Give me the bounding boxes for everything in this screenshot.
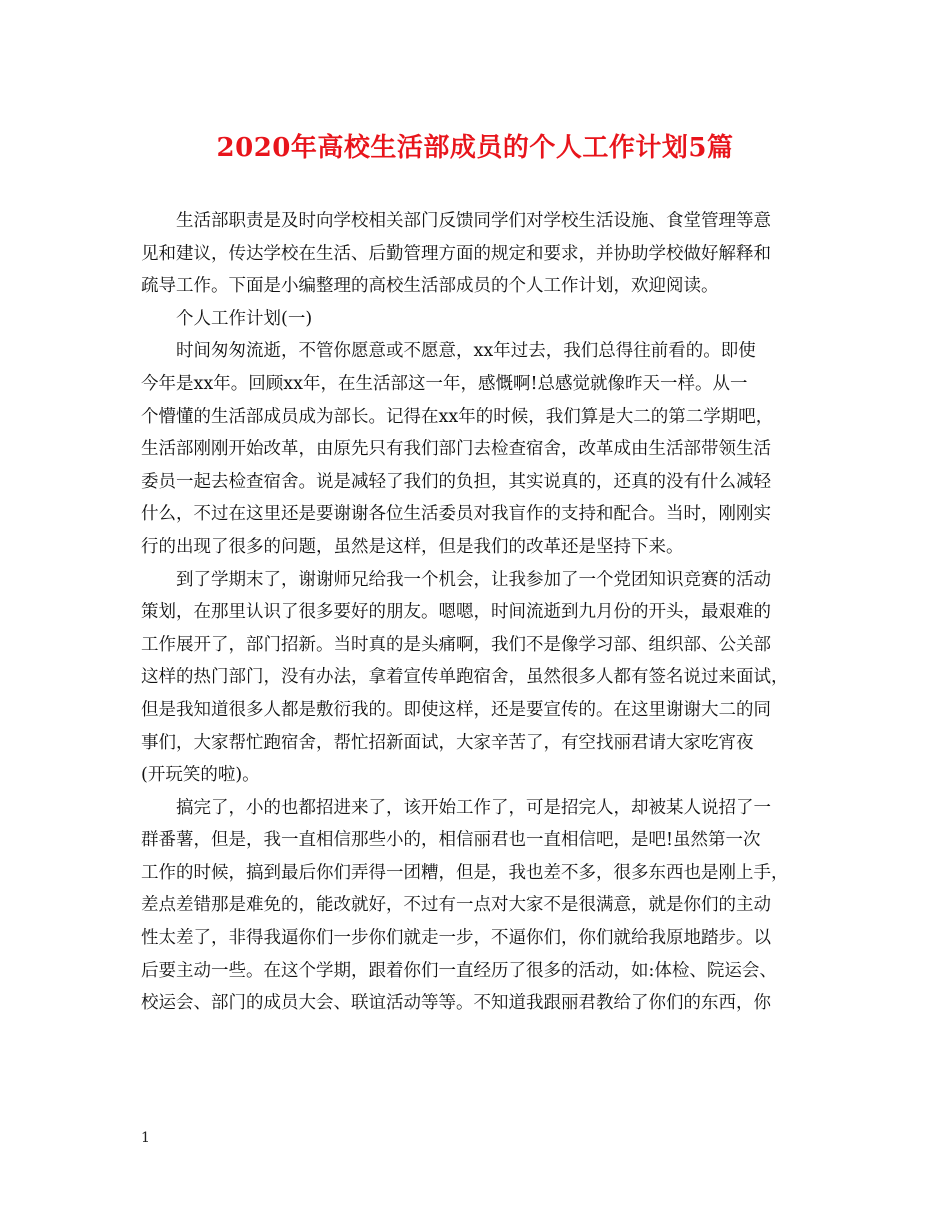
document-body <box>141 205 823 1020</box>
section-heading <box>141 303 823 336</box>
text-line: 生活部刚刚开始改革，由原先只有我们部门去检查宿舍，改革成由生活部带领生活 <box>141 439 771 460</box>
text-line: 差点差错那是难免的，能改就好，不过有一点对大家不是很满意，就是你们的主动 <box>141 895 771 916</box>
text-line: 疏导工作。下面是小编整理的高校生活部成员的个人工作计划，欢迎阅读。 <box>141 276 719 297</box>
text-line: 生活部职责是及时向学校相关部门反馈同学们对学校生活设施、食堂管理等意 <box>176 211 771 231</box>
text-line: 工作的时候，搞到最后你们弄得一团糟，但是，我也差不多，很多东西也是刚上手， <box>141 862 789 883</box>
text-line: 群番薯，但是，我一直相信那些小的，相信丽君也一直相信吧，是吧!虽然第一次 <box>141 830 761 851</box>
text-line: 工作展开了，部门招新。当时真的是头痛啊，我们不是像学习部、组织部、公关部 <box>141 634 771 655</box>
text-line: 策划，在那里认识了很多要好的朋友。嗯嗯，时间流逝到九月份的开头，最艰难的 <box>141 602 771 623</box>
text-line: 今年是xx年。回顾xx年，在生活部这一年，感慨啊!总感觉就像昨天一样。从一 <box>141 373 748 394</box>
paragraph-3 <box>141 792 823 1020</box>
text-line: 校运会、部门的成员大会、联谊活动等等。不知道我跟丽君教给了你们的东西，你 <box>141 993 771 1014</box>
text-line: 行的出现了很多的问题，虽然是这样，但是我们的改革还是坚持下来。 <box>141 536 684 557</box>
text-line: 这样的热门部门，没有办法，拿着宣传单跑宿舍，虽然很多人都有签名说过来面试， <box>141 667 789 688</box>
text-line: 事们，大家帮忙跑宿舍，帮忙招新面试，大家辛苦了，有空找丽君请大家吃宵夜 <box>141 732 754 753</box>
text-line: (开玩笑的啦)。 <box>141 765 260 786</box>
text-line: 个懵懂的生活部成员成为部长。记得在xx年的时候，我们算是大二的第二学期吧， <box>141 406 774 427</box>
text-line: 什么，不过在这里还是要谢谢各位生活委员对我盲作的支持和配合。当时，刚刚实 <box>141 504 771 525</box>
text-line: 搞完了，小的也都招进来了，该开始工作了，可是招完人，却被某人说招了一 <box>176 797 771 818</box>
text-line: 到了学期末了，谢谢师兄给我一个机会，让我参加了一个党团知识竞赛的活动 <box>176 569 771 590</box>
text-line: 但是我知道很多人都是敷衍我的。即使这样，还是要宣传的。在这里谢谢大二的同 <box>141 699 771 720</box>
text-line: 时间匆匆流逝，不管你愿意或不愿意，xx年过去，我们总得往前看的。即使 <box>176 341 756 362</box>
text-line: 见和建议，传达学校在生活、后勤管理方面的规定和要求，并协助学校做好解释和 <box>141 243 771 264</box>
document-title: 2020年高校生活部成员的个人工作计划5篇 <box>216 133 734 163</box>
text-line: 委员一起去检查宿舍。说是减轻了我们的负担，其实说真的，还真的没有什么减轻 <box>141 471 771 492</box>
paragraph-intro <box>141 205 823 303</box>
text-line: 后要主动一些。在这个学期，跟着你们一直经历了很多的活动，如:体检、院运会、 <box>141 960 777 981</box>
paragraph-2 <box>141 564 823 792</box>
text-line: 性太差了，非得我逼你们一步你们就走一步，不逼你们，你们就给我原地踏步。以 <box>141 928 771 949</box>
text-line: 个人工作计划(一) <box>176 308 313 329</box>
page-number: 1 <box>141 1130 150 1146</box>
paragraph-1 <box>141 335 823 563</box>
